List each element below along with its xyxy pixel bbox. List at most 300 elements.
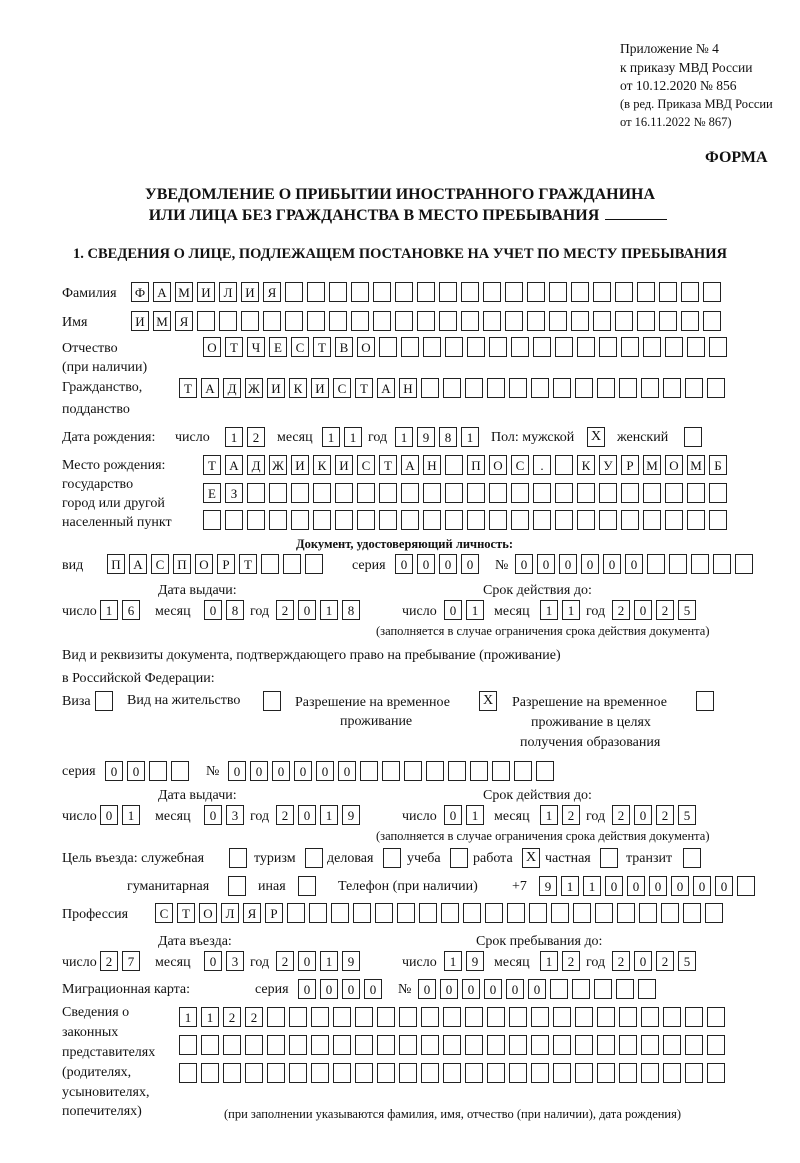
char-cell[interactable] <box>171 761 189 781</box>
char-cell[interactable] <box>572 979 590 999</box>
name-field[interactable] <box>131 311 721 331</box>
char-cell[interactable] <box>659 282 677 302</box>
char-cell[interactable]: 1 <box>444 951 462 971</box>
char-cell[interactable] <box>351 311 369 331</box>
char-cell[interactable] <box>593 282 611 302</box>
char-cell[interactable] <box>401 510 419 530</box>
char-cell[interactable]: Е <box>269 337 287 357</box>
char-cell[interactable] <box>404 761 422 781</box>
char-cell[interactable]: 0 <box>559 554 577 574</box>
char-cell[interactable]: 8 <box>439 427 457 447</box>
char-cell[interactable] <box>149 761 167 781</box>
char-cell[interactable] <box>505 311 523 331</box>
char-cell[interactable] <box>709 483 727 503</box>
char-cell[interactable]: И <box>291 455 309 475</box>
char-cell[interactable]: 0 <box>316 761 334 781</box>
char-cell[interactable] <box>448 761 466 781</box>
sex-female-checkbox[interactable] <box>684 427 702 447</box>
char-cell[interactable]: 1 <box>395 427 413 447</box>
char-cell[interactable] <box>597 378 615 398</box>
char-cell[interactable]: Е <box>203 483 221 503</box>
char-cell[interactable]: А <box>377 378 395 398</box>
char-cell[interactable] <box>467 510 485 530</box>
char-cell[interactable] <box>179 1063 197 1083</box>
char-cell[interactable] <box>529 903 547 923</box>
char-cell[interactable] <box>397 903 415 923</box>
char-cell[interactable] <box>353 903 371 923</box>
char-cell[interactable]: 1 <box>540 951 558 971</box>
char-cell[interactable]: З <box>225 483 243 503</box>
char-cell[interactable] <box>575 1035 593 1055</box>
char-cell[interactable]: Д <box>247 455 265 475</box>
char-cell[interactable] <box>687 337 705 357</box>
char-cell[interactable]: П <box>107 554 125 574</box>
char-cell[interactable] <box>619 1007 637 1027</box>
char-cell[interactable] <box>289 1035 307 1055</box>
char-cell[interactable] <box>329 311 347 331</box>
char-cell[interactable] <box>382 761 400 781</box>
char-cell[interactable] <box>311 1035 329 1055</box>
char-cell[interactable] <box>377 1035 395 1055</box>
sex-male-checkbox[interactable]: X <box>587 427 605 447</box>
char-cell[interactable] <box>663 1063 681 1083</box>
char-cell[interactable]: Т <box>177 903 195 923</box>
char-cell[interactable]: И <box>267 378 285 398</box>
char-cell[interactable]: 0 <box>484 979 502 999</box>
char-cell[interactable]: 0 <box>515 554 533 574</box>
char-cell[interactable] <box>219 311 237 331</box>
char-cell[interactable] <box>489 337 507 357</box>
char-cell[interactable] <box>555 510 573 530</box>
birth-place-field-3[interactable] <box>203 510 727 530</box>
profession-field[interactable] <box>155 903 723 923</box>
char-cell[interactable] <box>379 510 397 530</box>
char-cell[interactable] <box>681 311 699 331</box>
char-cell[interactable]: Р <box>265 903 283 923</box>
reps-field-3[interactable] <box>179 1063 725 1083</box>
char-cell[interactable]: 0 <box>461 554 479 574</box>
char-cell[interactable] <box>375 903 393 923</box>
char-cell[interactable] <box>467 337 485 357</box>
stay-month[interactable] <box>540 951 580 971</box>
char-cell[interactable] <box>461 311 479 331</box>
visa-checkbox[interactable] <box>95 691 113 711</box>
char-cell[interactable] <box>333 1007 351 1027</box>
char-cell[interactable]: 2 <box>276 951 294 971</box>
char-cell[interactable]: Ф <box>131 282 149 302</box>
right-issue-month[interactable] <box>204 805 244 825</box>
char-cell[interactable]: А <box>129 554 147 574</box>
char-cell[interactable] <box>201 1035 219 1055</box>
char-cell[interactable]: Л <box>219 282 237 302</box>
char-cell[interactable] <box>593 311 611 331</box>
char-cell[interactable] <box>357 483 375 503</box>
char-cell[interactable] <box>531 378 549 398</box>
char-cell[interactable]: 9 <box>466 951 484 971</box>
char-cell[interactable] <box>707 378 725 398</box>
char-cell[interactable] <box>291 510 309 530</box>
doc-issue-month[interactable] <box>204 600 244 620</box>
char-cell[interactable] <box>555 483 573 503</box>
birth-year-field[interactable] <box>395 427 479 447</box>
char-cell[interactable]: 0 <box>100 805 118 825</box>
char-cell[interactable] <box>483 282 501 302</box>
char-cell[interactable]: И <box>335 455 353 475</box>
char-cell[interactable] <box>401 483 419 503</box>
char-cell[interactable] <box>665 483 683 503</box>
char-cell[interactable]: 5 <box>678 600 696 620</box>
birth-day-field[interactable] <box>225 427 265 447</box>
char-cell[interactable] <box>201 1063 219 1083</box>
char-cell[interactable]: А <box>401 455 419 475</box>
char-cell[interactable]: 1 <box>225 427 243 447</box>
char-cell[interactable]: 1 <box>100 600 118 620</box>
reps-field-2[interactable] <box>179 1035 725 1055</box>
char-cell[interactable]: С <box>151 554 169 574</box>
char-cell[interactable] <box>465 1007 483 1027</box>
char-cell[interactable] <box>247 483 265 503</box>
char-cell[interactable] <box>691 554 709 574</box>
char-cell[interactable]: 2 <box>100 951 118 971</box>
right-valid-year[interactable] <box>612 805 696 825</box>
char-cell[interactable] <box>551 903 569 923</box>
char-cell[interactable] <box>267 1007 285 1027</box>
char-cell[interactable]: 9 <box>342 951 360 971</box>
char-cell[interactable] <box>401 337 419 357</box>
char-cell[interactable] <box>617 903 635 923</box>
char-cell[interactable] <box>421 378 439 398</box>
birth-place-field-1[interactable] <box>203 455 727 475</box>
right-series-field[interactable] <box>105 761 189 781</box>
char-cell[interactable] <box>355 1063 373 1083</box>
char-cell[interactable] <box>223 1063 241 1083</box>
char-cell[interactable] <box>643 337 661 357</box>
char-cell[interactable] <box>533 510 551 530</box>
char-cell[interactable]: О <box>665 455 683 475</box>
char-cell[interactable] <box>669 554 687 574</box>
char-cell[interactable] <box>595 903 613 923</box>
char-cell[interactable]: 2 <box>612 951 630 971</box>
char-cell[interactable]: С <box>291 337 309 357</box>
char-cell[interactable] <box>553 1063 571 1083</box>
char-cell[interactable]: 0 <box>204 805 222 825</box>
char-cell[interactable] <box>373 311 391 331</box>
char-cell[interactable]: 1 <box>540 600 558 620</box>
char-cell[interactable] <box>550 979 568 999</box>
char-cell[interactable] <box>575 1063 593 1083</box>
char-cell[interactable]: И <box>241 282 259 302</box>
char-cell[interactable]: 0 <box>272 761 290 781</box>
char-cell[interactable]: П <box>467 455 485 475</box>
char-cell[interactable] <box>289 1063 307 1083</box>
entry-year[interactable] <box>276 951 360 971</box>
char-cell[interactable] <box>379 337 397 357</box>
char-cell[interactable] <box>553 1007 571 1027</box>
char-cell[interactable] <box>421 1063 439 1083</box>
char-cell[interactable]: Ж <box>269 455 287 475</box>
char-cell[interactable] <box>621 483 639 503</box>
char-cell[interactable]: 0 <box>671 876 689 896</box>
char-cell[interactable] <box>267 1035 285 1055</box>
char-cell[interactable] <box>531 1035 549 1055</box>
doc-issue-day[interactable] <box>100 600 140 620</box>
char-cell[interactable]: 8 <box>342 600 360 620</box>
char-cell[interactable]: 0 <box>605 876 623 896</box>
char-cell[interactable] <box>439 311 457 331</box>
doc-number-field[interactable] <box>515 554 753 574</box>
char-cell[interactable] <box>355 1035 373 1055</box>
char-cell[interactable] <box>505 282 523 302</box>
char-cell[interactable]: 0 <box>444 805 462 825</box>
char-cell[interactable] <box>641 1063 659 1083</box>
char-cell[interactable]: 0 <box>715 876 733 896</box>
char-cell[interactable]: М <box>643 455 661 475</box>
char-cell[interactable] <box>313 483 331 503</box>
char-cell[interactable]: 1 <box>561 876 579 896</box>
char-cell[interactable] <box>335 483 353 503</box>
char-cell[interactable] <box>485 903 503 923</box>
char-cell[interactable]: 0 <box>537 554 555 574</box>
phone-field[interactable] <box>539 876 755 896</box>
char-cell[interactable] <box>443 1063 461 1083</box>
char-cell[interactable]: 0 <box>528 979 546 999</box>
char-cell[interactable] <box>333 1035 351 1055</box>
char-cell[interactable] <box>283 554 301 574</box>
char-cell[interactable] <box>395 311 413 331</box>
char-cell[interactable] <box>533 483 551 503</box>
char-cell[interactable]: 1 <box>201 1007 219 1027</box>
citizenship-field[interactable] <box>179 378 725 398</box>
migration-number-field[interactable] <box>418 979 656 999</box>
char-cell[interactable]: 0 <box>581 554 599 574</box>
char-cell[interactable]: 9 <box>539 876 557 896</box>
char-cell[interactable] <box>571 311 589 331</box>
char-cell[interactable] <box>263 311 281 331</box>
char-cell[interactable]: 0 <box>417 554 435 574</box>
char-cell[interactable] <box>463 903 481 923</box>
char-cell[interactable] <box>527 311 545 331</box>
char-cell[interactable] <box>443 1035 461 1055</box>
char-cell[interactable] <box>661 903 679 923</box>
char-cell[interactable] <box>441 903 459 923</box>
char-cell[interactable]: 2 <box>562 951 580 971</box>
char-cell[interactable] <box>489 483 507 503</box>
char-cell[interactable]: Т <box>239 554 257 574</box>
char-cell[interactable]: 3 <box>226 951 244 971</box>
char-cell[interactable] <box>313 510 331 530</box>
char-cell[interactable] <box>553 378 571 398</box>
char-cell[interactable]: Т <box>379 455 397 475</box>
char-cell[interactable] <box>467 483 485 503</box>
char-cell[interactable]: 0 <box>250 761 268 781</box>
char-cell[interactable]: . <box>533 455 551 475</box>
char-cell[interactable] <box>395 282 413 302</box>
char-cell[interactable] <box>509 1035 527 1055</box>
char-cell[interactable] <box>287 903 305 923</box>
char-cell[interactable]: И <box>131 311 149 331</box>
char-cell[interactable]: 2 <box>656 805 674 825</box>
char-cell[interactable] <box>643 510 661 530</box>
patronymic-field[interactable] <box>203 337 727 357</box>
doc-valid-month[interactable] <box>540 600 580 620</box>
char-cell[interactable] <box>465 1035 483 1055</box>
char-cell[interactable] <box>311 1007 329 1027</box>
char-cell[interactable] <box>641 378 659 398</box>
char-cell[interactable] <box>419 903 437 923</box>
char-cell[interactable]: 0 <box>294 761 312 781</box>
char-cell[interactable] <box>241 311 259 331</box>
char-cell[interactable] <box>665 510 683 530</box>
char-cell[interactable] <box>685 378 703 398</box>
char-cell[interactable]: 5 <box>678 805 696 825</box>
char-cell[interactable] <box>445 483 463 503</box>
right-valid-month[interactable] <box>540 805 580 825</box>
char-cell[interactable]: Н <box>423 455 441 475</box>
char-cell[interactable] <box>737 876 755 896</box>
char-cell[interactable]: 0 <box>204 600 222 620</box>
right-valid-day[interactable] <box>444 805 484 825</box>
char-cell[interactable] <box>417 282 435 302</box>
char-cell[interactable] <box>443 378 461 398</box>
char-cell[interactable]: 1 <box>320 600 338 620</box>
char-cell[interactable] <box>492 761 510 781</box>
char-cell[interactable] <box>399 1063 417 1083</box>
char-cell[interactable]: Т <box>225 337 243 357</box>
char-cell[interactable] <box>707 1063 725 1083</box>
char-cell[interactable] <box>261 554 279 574</box>
char-cell[interactable] <box>489 510 507 530</box>
char-cell[interactable] <box>575 378 593 398</box>
char-cell[interactable]: 0 <box>418 979 436 999</box>
char-cell[interactable] <box>685 1007 703 1027</box>
char-cell[interactable]: 1 <box>562 600 580 620</box>
char-cell[interactable] <box>197 311 215 331</box>
char-cell[interactable] <box>269 483 287 503</box>
char-cell[interactable] <box>683 903 701 923</box>
char-cell[interactable] <box>709 510 727 530</box>
char-cell[interactable]: О <box>199 903 217 923</box>
char-cell[interactable] <box>445 455 463 475</box>
char-cell[interactable] <box>663 1007 681 1027</box>
char-cell[interactable] <box>549 311 567 331</box>
char-cell[interactable]: 2 <box>276 805 294 825</box>
char-cell[interactable] <box>289 1007 307 1027</box>
char-cell[interactable]: Р <box>621 455 639 475</box>
char-cell[interactable] <box>703 282 721 302</box>
char-cell[interactable] <box>555 455 573 475</box>
char-cell[interactable] <box>245 1063 263 1083</box>
stay-year[interactable] <box>612 951 696 971</box>
char-cell[interactable]: П <box>173 554 191 574</box>
char-cell[interactable] <box>527 282 545 302</box>
char-cell[interactable]: О <box>195 554 213 574</box>
char-cell[interactable]: С <box>357 455 375 475</box>
char-cell[interactable]: С <box>333 378 351 398</box>
char-cell[interactable]: 9 <box>417 427 435 447</box>
doc-valid-day[interactable] <box>444 600 484 620</box>
char-cell[interactable]: О <box>489 455 507 475</box>
birth-month-field[interactable] <box>322 427 362 447</box>
char-cell[interactable] <box>553 1035 571 1055</box>
char-cell[interactable] <box>577 337 595 357</box>
char-cell[interactable]: 2 <box>612 600 630 620</box>
char-cell[interactable]: Ч <box>247 337 265 357</box>
char-cell[interactable]: 1 <box>320 951 338 971</box>
char-cell[interactable] <box>285 311 303 331</box>
char-cell[interactable] <box>333 1063 351 1083</box>
surname-field[interactable] <box>131 282 721 302</box>
reps-field-1[interactable] <box>179 1007 725 1027</box>
char-cell[interactable] <box>685 1035 703 1055</box>
char-cell[interactable]: А <box>153 282 171 302</box>
char-cell[interactable] <box>509 378 527 398</box>
char-cell[interactable] <box>511 337 529 357</box>
char-cell[interactable] <box>329 282 347 302</box>
char-cell[interactable]: 2 <box>656 600 674 620</box>
char-cell[interactable]: 0 <box>338 761 356 781</box>
char-cell[interactable] <box>619 1035 637 1055</box>
char-cell[interactable]: 5 <box>678 951 696 971</box>
char-cell[interactable]: 1 <box>344 427 362 447</box>
char-cell[interactable]: 2 <box>247 427 265 447</box>
char-cell[interactable] <box>709 337 727 357</box>
char-cell[interactable]: 0 <box>105 761 123 781</box>
char-cell[interactable]: 8 <box>226 600 244 620</box>
char-cell[interactable] <box>307 282 325 302</box>
char-cell[interactable] <box>487 1063 505 1083</box>
char-cell[interactable] <box>443 1007 461 1027</box>
char-cell[interactable] <box>663 378 681 398</box>
char-cell[interactable]: 2 <box>656 951 674 971</box>
char-cell[interactable]: М <box>175 282 193 302</box>
char-cell[interactable] <box>637 282 655 302</box>
char-cell[interactable]: Ж <box>245 378 263 398</box>
char-cell[interactable]: 0 <box>298 979 316 999</box>
purpose-humanitarian-checkbox[interactable] <box>228 876 246 896</box>
char-cell[interactable] <box>641 1035 659 1055</box>
char-cell[interactable] <box>577 510 595 530</box>
char-cell[interactable]: К <box>289 378 307 398</box>
char-cell[interactable]: Л <box>221 903 239 923</box>
char-cell[interactable] <box>377 1007 395 1027</box>
char-cell[interactable]: И <box>311 378 329 398</box>
char-cell[interactable] <box>399 1035 417 1055</box>
char-cell[interactable] <box>533 337 551 357</box>
char-cell[interactable] <box>685 1063 703 1083</box>
char-cell[interactable]: Я <box>175 311 193 331</box>
char-cell[interactable]: 7 <box>122 951 140 971</box>
char-cell[interactable] <box>465 378 483 398</box>
char-cell[interactable] <box>639 903 657 923</box>
char-cell[interactable]: Т <box>355 378 373 398</box>
char-cell[interactable]: 0 <box>506 979 524 999</box>
purpose-transit-checkbox[interactable] <box>683 848 701 868</box>
temp-residence-checkbox[interactable]: X <box>479 691 497 711</box>
char-cell[interactable] <box>575 1007 593 1027</box>
char-cell[interactable]: 2 <box>245 1007 263 1027</box>
char-cell[interactable]: Н <box>399 378 417 398</box>
char-cell[interactable]: С <box>155 903 173 923</box>
char-cell[interactable]: 0 <box>395 554 413 574</box>
char-cell[interactable]: 1 <box>320 805 338 825</box>
char-cell[interactable] <box>223 1035 241 1055</box>
char-cell[interactable]: 1 <box>466 600 484 620</box>
char-cell[interactable]: С <box>511 455 529 475</box>
char-cell[interactable] <box>335 510 353 530</box>
purpose-other-checkbox[interactable] <box>298 876 316 896</box>
char-cell[interactable] <box>373 282 391 302</box>
char-cell[interactable] <box>357 510 375 530</box>
